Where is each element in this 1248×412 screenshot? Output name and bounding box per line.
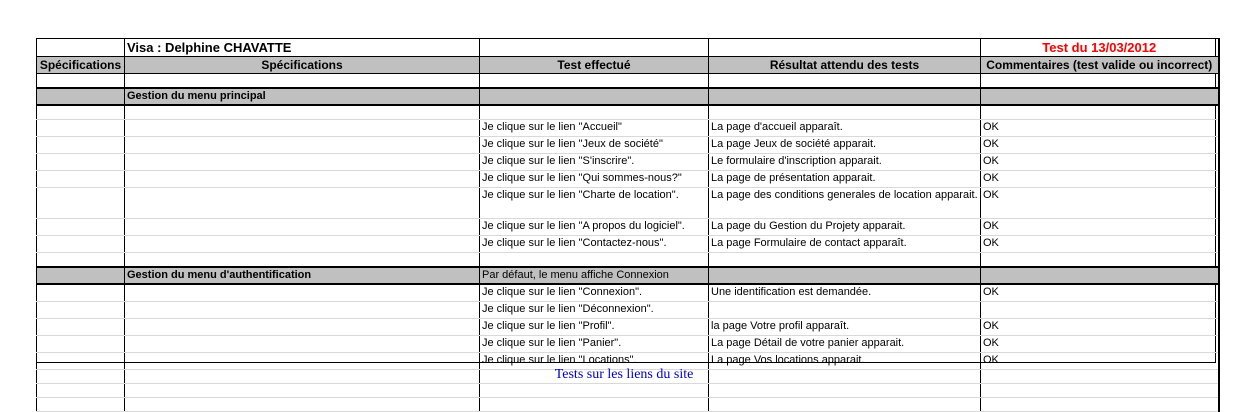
test-cell: Je clique sur le lien "S'inscrire". [480,154,709,171]
result-cell: La page Détail de votre panier apparait. [709,336,981,353]
table-row [37,137,1219,154]
test-cell: Je clique sur le lien "Locations". [480,353,709,370]
table-row [37,236,1219,253]
header-comments: Commentaires (test valide ou incorrect) [981,57,1219,74]
test-cell: Je clique sur le lien "Accueil" [480,120,709,137]
table-row [37,336,1219,353]
test-cell: Je clique sur le lien "A propos du logiciel". [480,219,709,236]
comment-cell: OK [981,353,1219,370]
title-row [37,39,1219,57]
title-empty-cell [480,39,709,57]
result-cell: La page Formulaire de contact apparaît. [709,236,981,253]
comment-cell: OK [981,120,1219,137]
table-row [37,154,1219,171]
table-row [37,171,1219,188]
header-row [37,57,1219,74]
comment-cell: OK [981,154,1219,171]
comment-cell: OK [981,319,1219,336]
section-header-row [37,267,1219,284]
table-row [37,284,1219,302]
result-cell: la page Votre profil apparaît. [709,319,981,336]
result-cell: La page du Gestion du Projety apparait. [709,219,981,236]
result-cell: La page de présentation apparait. [709,171,981,188]
comment-cell: OK [981,219,1219,236]
table-row [37,188,1219,219]
table-row [37,319,1219,336]
header-spec-b: Spécifications [125,57,480,74]
header-spec-a: Spécifications [37,57,125,74]
header-result: Résultat attendu des tests [709,57,981,74]
visa-cell: Visa : Delphine CHAVATTE [125,39,480,57]
result-cell [709,302,981,319]
result-cell: Le formulaire d'inscription apparait. [709,154,981,171]
test-cell: Je clique sur le lien "Connexion". [480,284,709,302]
comment-cell: OK [981,137,1219,154]
test-cell: Je clique sur le lien "Jeux de société" [480,137,709,154]
table-row [37,120,1219,137]
section-title: Gestion du menu principal [125,88,480,105]
comment-cell [981,302,1219,319]
spacer-row [37,74,1219,89]
result-cell: La page d'accueil apparaît. [709,120,981,137]
page-caption: Tests sur les liens du site [554,367,694,382]
comment-cell: OK [981,284,1219,302]
table-row [37,302,1219,319]
result-cell: La page des conditions generales de location apparait. [709,188,981,219]
test-date-cell: Test du 13/03/2012 [981,39,1219,57]
test-cell: Je clique sur le lien "Déconnexion". [480,302,709,319]
comment-cell: OK [981,188,1219,219]
test-cell: Je clique sur le lien "Panier". [480,336,709,353]
result-cell: Une identification est demandée. [709,284,981,302]
spreadsheet-table [36,38,1216,366]
comment-cell: OK [981,171,1219,188]
table-row [37,219,1219,236]
section-note: Par défaut, le menu affiche Connexion [480,267,709,284]
header-test: Test effectué [480,57,709,74]
result-cell: La page Vos locations apparait. [709,353,981,370]
title-empty-cell [37,39,125,57]
test-cell: Je clique sur le lien "Profil". [480,319,709,336]
test-cell: Je clique sur le lien "Contactez-nous". [480,236,709,253]
test-cell: Je clique sur le lien "Charte de location". [480,188,709,219]
section-header-row [37,88,1219,105]
comment-cell: OK [981,336,1219,353]
section-title: Gestion du menu d'authentification [125,267,480,284]
test-table [36,38,1220,412]
title-empty-cell [709,39,981,57]
result-cell: La page Jeux de société apparait. [709,137,981,154]
test-cell: Je clique sur le lien "Qui sommes-nous?" [480,171,709,188]
comment-cell: OK [981,236,1219,253]
